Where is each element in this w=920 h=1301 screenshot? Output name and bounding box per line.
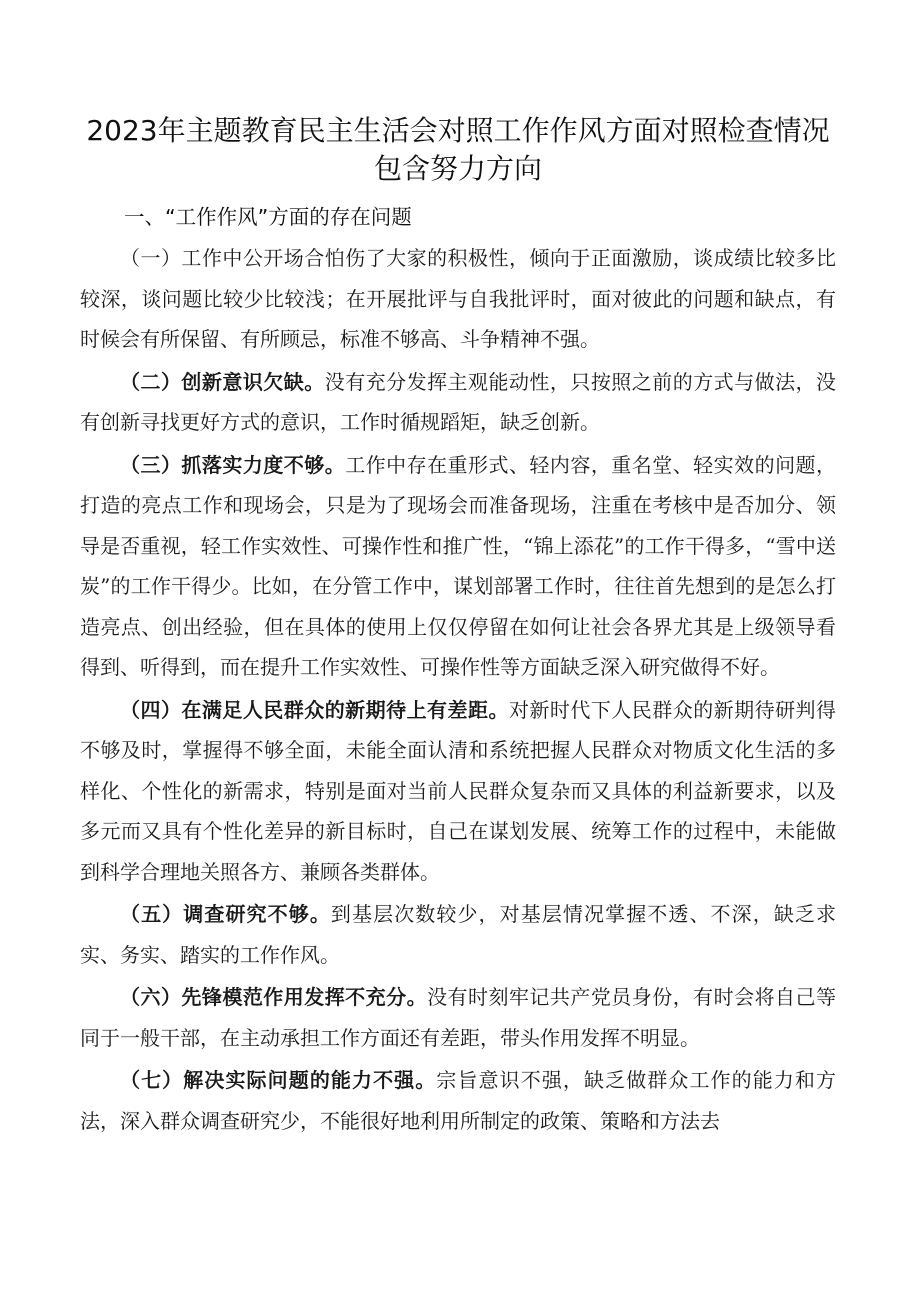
paragraph-6 bbox=[80, 977, 836, 1058]
paragraph-1 bbox=[80, 238, 836, 360]
paragraph-lead: （五）调查研究不够。 bbox=[120, 902, 331, 926]
paragraph-text: 工作中存在重形式、轻内容，重名堂、轻实效的问题，打造的亮点工作和现场会，只是为了现场会而准备现场，注重在考核中是否加分、领导是否重视，轻工作实效性、可操作性和推广性，“锦上添花”的工作干得多，“雪中送炭”的工作干得少。比如，在分管工作中，谋划部署工作时，往往首先想到的是怎么打造亮点、创出经验，但在具体的使用上仅仅停留在如何让社会各界尤其是上级领导看得到、听得到，而在提升工作实效性、可操作性等方面缺乏深入研究做得不好。 bbox=[80, 452, 837, 679]
paragraph-5 bbox=[80, 894, 836, 975]
section-heading: 一、“工作作风”方面的存在问题 bbox=[124, 205, 412, 229]
paragraph-text: 工作中公开场合怕伤了大家的积极性，倾向于正面激励，谈成绩比较多比较深，谈问题比较少比较浅；在开展批评与自我批评时，面对彼此的问题和缺点，有时候会有所保留、有所顾忌，标准不够高、斗争精神不强。 bbox=[80, 246, 837, 351]
paragraph-text: 没有时刻牢记共产党员身份，有时会将自己等同于一般干部，在主动承担工作方面还有差距，带头作用发挥不明显。 bbox=[80, 985, 837, 1050]
paragraph-lead: （三）抓落实力度不够。 bbox=[120, 452, 346, 477]
paragraph-2 bbox=[80, 362, 836, 443]
paragraph-text: 宗旨意识不强，缺乏做群众工作的能力和方法，深入群众调查研究少，不能很好地利用所制定的政策、策略和方法去 bbox=[80, 1068, 837, 1133]
paragraph-lead: （一） bbox=[120, 246, 182, 270]
paragraph-lead: （七）解决实际问题的能力不强。 bbox=[120, 1068, 437, 1092]
paragraph-lead: （六）先锋模范作用发挥不充分。 bbox=[120, 985, 428, 1009]
document-title: 2023年主题教育民主生活会对照工作作风方面对照检查情况包含努力方向 bbox=[86, 114, 830, 185]
paragraph-text: 对新时代下人民群众的新期待研判得不够及时，掌握得不够全面，未能全面认清和系统把握人民群众对物质文化生活的多样化、个性化的新需求，特别是面对当前人民群众复杂而又具体的利益新要求，以及多元而又具有个性化差异的新目标时，自己在谋划发展、统筹工作的过程中，未能做到科学合理地关照各方、兼顾各类群体。 bbox=[80, 697, 837, 884]
paragraph-text: 到基层次数较少，对基层情况掌握不透、不深，缺乏求实、务实、踏实的工作作风。 bbox=[80, 902, 837, 967]
paragraph-7 bbox=[80, 1060, 836, 1141]
paragraph-4 bbox=[80, 690, 836, 893]
paragraph-lead: （二）创新意识欠缺。 bbox=[120, 369, 325, 394]
paragraph-lead: （四）在满足人民群众的新期待上有差距。 bbox=[120, 697, 509, 722]
paragraph-text: 没有充分发挥主观能动性，只按照之前的方式与做法，没有创新寻找更好方式的意识，工作时循规蹈矩，缺乏创新。 bbox=[80, 369, 837, 434]
paragraph-3 bbox=[80, 445, 836, 688]
